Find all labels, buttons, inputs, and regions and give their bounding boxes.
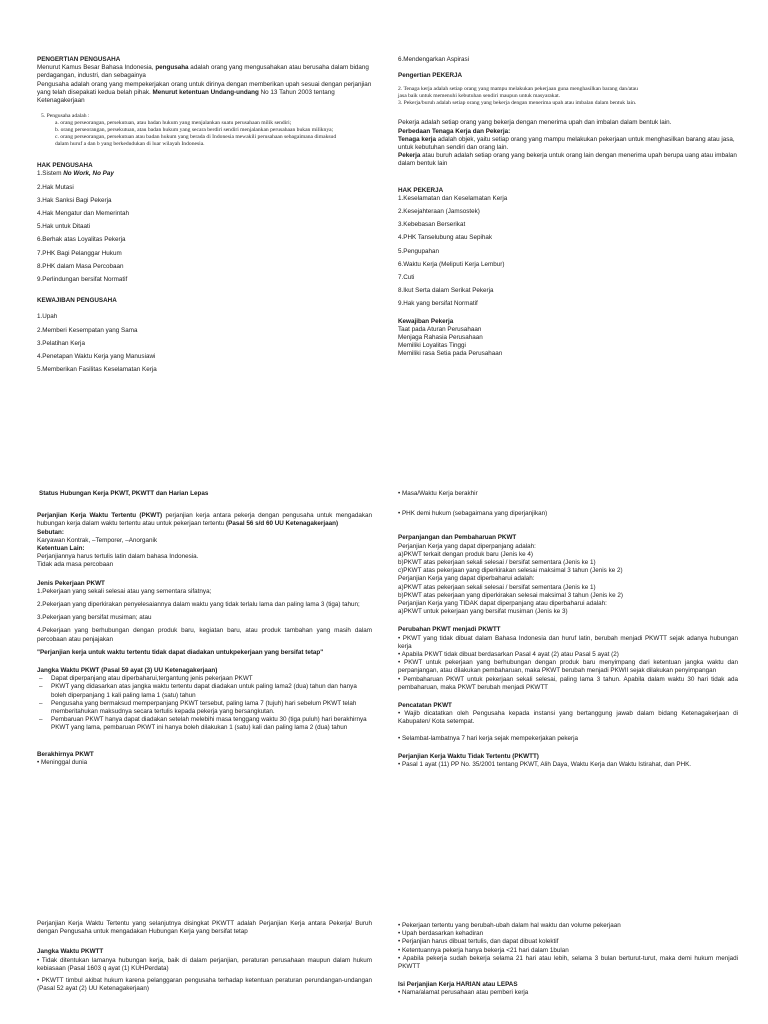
scan-line: 2. Tenaga kerja adalah setiap orang yang mampu melakukan pekerjaan guna menghasilkan barang dan/atau jasa baik untuk memenuhi kebutuhan sendiri maupun untuk masyarakat. (398, 86, 638, 100)
list-item: 2.Memberi Kesempatan yang Sama (37, 326, 138, 334)
list-item: 4.PHK Tanselubung atau Sepihak (398, 234, 493, 242)
list-item: 8.Ikut Serta dalam Serikat Pekerja (398, 287, 494, 295)
heading-kewajiban-pekerja: Kewajiban Pekerja (398, 317, 454, 325)
list-item: • Meninggal dunia (37, 758, 88, 766)
bold-text: Menurut ketentuan Undang-undang (152, 88, 259, 96)
scanned-law-excerpt (37, 113, 341, 148)
list-item: • Apabila PKWT tidak dibuat berdasarkan Pasal 4 ayat (2) atau Pasal 5 ayat (2) (398, 651, 619, 659)
list-item: • Masa/Waktu Kerja berakhir (398, 490, 478, 497)
list-item: Menjaga Rahasia Perusahaan (398, 334, 483, 342)
list-item: – PKWT yang didasarkan atas jangka waktu tertentu dapat diadakan untuk paling lama2 (dua) tahun dan hanya boleh diperpanjang 1 kali paling lama 1 (satu) tahun (51, 683, 372, 699)
list-item: 7.Cuti (398, 274, 415, 282)
bold-text: Pekerja (398, 152, 421, 160)
list-item: 3.Hak Sanksi Bagi Pekerja (37, 196, 112, 204)
bold-text: Tenaga kerja (398, 135, 437, 143)
list-item: a)PKWT atas pekerjaan sekali selesai / bersifat sementara (Jenis ke 1) (398, 583, 596, 591)
list-item: 9.Perlindungan bersifat Normatif (37, 276, 128, 284)
label-sebutan: Sebutan: (37, 528, 64, 536)
list-item: b)PKWT atas pekerjaan sekali selesai / bersifat sementara (Jenis ke 1) (398, 559, 596, 567)
list-item: 1.Upah (37, 313, 58, 321)
text-ketentuan: Perjanjiannya harus tertulis latin dalam bahasa Indonesia. (37, 553, 199, 561)
text-ketentuan: Tidak ada masa percobaan (37, 561, 114, 569)
list-item: 1.Pekerjaan yang sekali selesai atau yang sementara sifatnya; (37, 587, 212, 595)
list-item: • Tidak ditentukan lamanya hubungan kerja, baik di dalam perjanjian, peraturan perusahaan maupun dalam hukum kebiasaan (Pasal 1603 q ayat (1) KUHPerdata) (37, 956, 372, 972)
panel2-left-column (37, 490, 372, 767)
heading-pengertian-pengusaha: PENGERTIAN PENGUSAHA (37, 56, 121, 63)
quote-bold: "Perjanjian kerja untuk waktu tertentu tidak dapat diadakan untukpekerjaan yang bersifat tetap" (37, 648, 324, 656)
list-item: a)PKWT terkait dengan produk baru (Jenis ke 4) (398, 550, 533, 558)
list-item: Memiliki rasa Setia pada Perusahaan (398, 350, 503, 358)
list-item: • Pekerjaan tertentu yang berubah-ubah dalam hal waktu dan volume pekerjaan (398, 922, 621, 929)
heading-status-hubungan-kerja: Status Hubungan Kerja PKWT, PKWTT dan Harian Lepas (39, 490, 209, 497)
heading-perubahan: Perubahan PKWT menjadi PKWTT (398, 626, 501, 634)
text: adalah orang yang mengusahakan atau berusaha dalam bidang perdagangan, industri, dan sebagainya (37, 64, 369, 80)
list-item: 4.Pekerjaan yang berhubungan dengan produk baru, kegiatan baru, atau produk tambahan yang masih dalam percobaan atau penjajakan (37, 627, 372, 643)
list-item: 4.Penetapan Waktu Kerja yang Manusiawi (37, 353, 156, 361)
list-item: 6.Waktu Kerja (Meliputi Kerja Lembur) (398, 260, 505, 268)
label-ketentuan-lain: Ketentuan Lain: (37, 545, 85, 553)
list-item: Memiliki Loyalitas Tinggi (398, 342, 466, 350)
list-item: 3.Pelatihan Kerja (37, 339, 85, 347)
list-item: • Upah berdasarkan kehadiran (398, 930, 484, 938)
list-item: • Selambat-lambatnya 7 hari kerja sejak mempekerjakan pekerja (398, 734, 579, 742)
paragraph-tenaga-kerja (398, 136, 738, 152)
heading-isi-perjanjian-harian: Isi Perjanjian Kerja HARIAN atau LEPAS (398, 981, 518, 989)
list-item (37, 170, 372, 178)
list-item: • Ketentuannya pekerja hanya bekerja <21 hari dalam 1bulan (398, 946, 569, 954)
heading-pkwtt: Perjanjian Kerja Waktu Tidak Tertentu (PKWTT) (398, 752, 539, 760)
paragraph-pkwt (37, 512, 372, 528)
list-item: • Wajib dicatatkan oleh Pengusaha kepada instansi yang bertanggung jawab dalam bidang Ketenagakerjaan di Kabupaten/ Kota setempat. (398, 710, 738, 726)
text: Pengusaha adalah orang yang mempekerjakan orang untuk dirinya dengan memberikan upah sesuai dengan perjanjian yang telah disepakati kedua belah pihak. (37, 80, 372, 96)
text: adalah objek, yaitu setiap orang yang mampu melakukan pekerjaan untuk menghasilkan barang atau jasa, untuk kebutuhan sendiri dan orang lain. (398, 135, 735, 152)
panel1-left-column (37, 56, 372, 379)
list-item: a)PKWT untuk pekerjaan yang bersifat musiman (Jenis ke 3) (398, 608, 568, 616)
list-item: 3.Pekerjaan yang bersifat musiman; atau (37, 614, 152, 622)
list-item: • Pembaharuan PKWT untuk pekerjaan sekali selesai, paling lama 3 tahun. Apabila dalam waktu 30 hari tidak ada pembaharuan, maka PKWT berubah menjadi PKWTT (398, 675, 738, 691)
list-item: 8.PHK dalam Masa Percobaan (37, 262, 124, 270)
heading-hak-pengusaha: HAK PENGUSAHA (37, 162, 93, 170)
text: No 13 Tahun 2003 tentang Ketenagakerjaan (37, 88, 335, 105)
heading-jenis-pekerjaan: Jenis Pekerjaan PKWT (37, 579, 105, 587)
panel1-right-column (398, 56, 738, 359)
heading-jangka-waktu-pkwt: Jangka Waktu PKWT (Pasal 59 ayat (3) UU Ketenagakerjaan) (37, 667, 218, 675)
list-item: 2.Pekerjaan yang diperkirakan penyelesaiannya dalam waktu yang tidak terlalu lama dan paling lama 3 (tiga) tahun; (37, 601, 360, 609)
scan-line: b. orang perseorangan, persekutuan, atau badan hukum yang secara berdiri sendiri menjalankan perusahaan bukan miliknya; (55, 127, 334, 134)
list-item: 5.Memberikan Fasilitas Keselamatan Kerja (37, 366, 157, 374)
list-item: 5.Hak untuk Ditaati (37, 223, 91, 231)
heading-pengertian-pekerja: Pengertian PEKERJA (398, 72, 463, 80)
list-item: • Perjanjian harus dibuat tertulis, dan dapat dibuat kolektif (398, 938, 559, 946)
list-item: 3.Kebebasan Berserikat (398, 221, 466, 229)
bold-italic-text: No Work, No Pay (63, 170, 114, 178)
panel3-right-column (398, 922, 738, 998)
heading-hak-pekerja: HAK PEKERJA (398, 186, 444, 194)
list-item: • Nama/alamat perusahaan atau pemberi kerja (398, 989, 529, 997)
scan-line: 3. Pekerja/buruh adalah setiap orang yang bekerja dengan menerima upah atau imbalan dalam bentuk lain. (398, 100, 637, 107)
list-item: 9.Hak yang bersifat Normatif (398, 300, 478, 308)
list-item: 7.PHK Bagi Pelanggar Hukum (37, 249, 122, 257)
scanned-law-excerpt (398, 86, 648, 107)
list-item: Perjanjian Kerja yang dapat diperpanjang adalah: (398, 542, 536, 550)
list-item: • PKWT yang tidak dibuat dalam Bahasa Indonesia dan huruf latin, berubah menjadi PKWTT sejak adanya hubungan kerja (398, 634, 738, 650)
list-item: • PKWT untuk pekerjaan yang berhubungan dengan produk baru menyimpang dari ketentuan jangka waktu dan perpanjangan, atau dilakukan pembaharuan, maka PKWT berubah menjadi PKWII sejak dilakukan penyimpangan (398, 659, 738, 675)
text: Menurut Kamus Besar Bahasa Indonesia, (37, 64, 156, 72)
heading-jangka-waktu-pkwtt: Jangka Waktu PKWTT (37, 948, 104, 956)
dash-list (37, 675, 372, 732)
heading-berakhirnya-pkwt: Berakhirnya PKWT (37, 750, 94, 758)
list-item: Taat pada Aturan Perusahaan (398, 325, 482, 333)
heading-perpanjangan: Perpanjangan dan Pembaharuan PKWT (398, 534, 517, 542)
paragraph-pekerja-def: Pekerja adalah setiap orang yang bekerja dengan menerima upah dan imbalan dalam bentuk lain. (398, 119, 672, 127)
list-item: – Pembaruan PKWT hanya dapat diadakan setelah melebihi masa tenggang waktu 30 (tiga puluh) hari berakhirnya PKWT yang lama, pembaruan PKWT ini hanya boleh dilakukan 1 (satu) kali dan paling lama 2 (dua) tahun (51, 716, 372, 732)
list-item: Perjanjian Kerja yang TIDAK dapat diperpanjang atau diperbaharui adalah: (398, 600, 607, 608)
text: perjanjian kerja antara pekerja dengan pengusaha untuk mengadakan hubungan kerja dalam waktu tertentu atau untuk pekerjaan tertentu (37, 512, 372, 528)
heading-kewajiban-pengusaha: KEWAJIBAN PENGUSAHA (37, 297, 117, 305)
list-item: 5.Pengupahan (398, 247, 439, 255)
panel3-left-column (37, 920, 372, 993)
list-item: • Pasal 1 ayat (11) PP No. 35/2001 tentang PKWT, Alih Daya, Waktu Kerja dan Waktu Istirahat, dan PHK. (398, 761, 692, 769)
text: atau buruh adalah setiap orang yang bekerja untuk orang lain dengan menerima upah berupa uang atau imbalan dalam bentuk lain (398, 152, 737, 168)
paragraph-pekerja-buruh (398, 152, 738, 168)
paragraph-pkwtt-intro: Perjanjian Kerja Waktu Tertentu yang selanjutnya disingkat PKWTT adalah Perjanjian Kerja antara Pekerja/ Buruh dengan Pengusaha untuk mengadakan Hubungan Kerja yang bersifat tetap (37, 920, 372, 936)
list-item: 4.Hak Mengatur dan Memerintah (37, 210, 130, 218)
bold-text: (Pasal 56 s/d 60 UU Ketenagakerjaan) (226, 520, 339, 528)
list-item: 1.Keselamatan dan Keselamatan Kerja (398, 194, 508, 202)
list-item: b)PKWT atas pekerjaan yang diperkirakan selesai maksimal 3 tahun (Jenis ke 2) (398, 591, 623, 599)
text-sebutan: Karyawan Kontrak, –Temporer, –Anorganik (37, 536, 158, 544)
scan-line: a. orang perseorangan, persekutuan, atau badan hukum yang menjalankan suatu perusahaan milik sendiri; (55, 120, 292, 127)
scan-line: c. orang perseorangan, persekutuan atau badan hukum yang berada di Indonesia mewakili perusahaan sebagaimana dimaksud dalam huruf a dan b yang berkedudukan di luar wilayah Indonesia. (55, 134, 337, 148)
list-item: – Pengusaha yang bermaksud memperpanjang PKWT tersebut, paling lama 7 (tujuh) hari sebelum PKWT telah memberitahukan maksudnya secara tertulis kepada pekerja yang bersangkutan. (51, 700, 372, 716)
list-item: 2.Hak Mutasi (37, 183, 74, 191)
list-item: 6.Mendengarkan Aspirasi (398, 56, 470, 63)
list-item: – Dapat diperpanjang atau diperbaharui,tergantung jenis pekerjaan PKWT (51, 675, 372, 683)
heading-pencatatan: Pencatatan PKWT (398, 702, 452, 710)
panel2-right-column (398, 490, 738, 769)
text: 1.Sistem (37, 170, 64, 178)
list-item: • PHK demi hukum (sebagaimana yang diperjanjikan) (398, 510, 548, 518)
list-item: Perjanjian Kerja yang dapat diperbaharui adalah: (398, 575, 535, 583)
list-item: c)PKWT atas pekerjaan yang diperkirakan selesai maksimal 3 tahun (Jenis ke 2) (398, 567, 623, 575)
list-item: • PKWTT timbul akibat hukum karena pelanggaran pengusaha terhadap ketentuan peraturan perundangan-undangan (Pasal 52 ayat (2) UU Ketenagakerjaan) (37, 977, 372, 993)
paragraph-definition (37, 81, 372, 106)
list-item: 2.Kesejahteraan (Jamsostek) (398, 208, 480, 216)
scan-line: 5. Pengusaha adalah : (41, 113, 90, 120)
list-item: 6.Berhak atas Loyalitas Pekerja (37, 236, 126, 244)
bold-text: pengusaha (155, 64, 189, 72)
bold-text: Perjanjian Kerja Waktu Tertentu (PKWT) (37, 512, 163, 520)
heading-perbedaan: Perbedaan Tenaga Kerja dan Pekerja: (398, 127, 511, 135)
paragraph-kbbi (37, 64, 372, 80)
list-item: • Apabila pekerja sudah bekerja selama 21 hari atau lebih, selama 3 bulan berturut-turut, maka demi hukum menjadi PKWTT (398, 954, 738, 971)
